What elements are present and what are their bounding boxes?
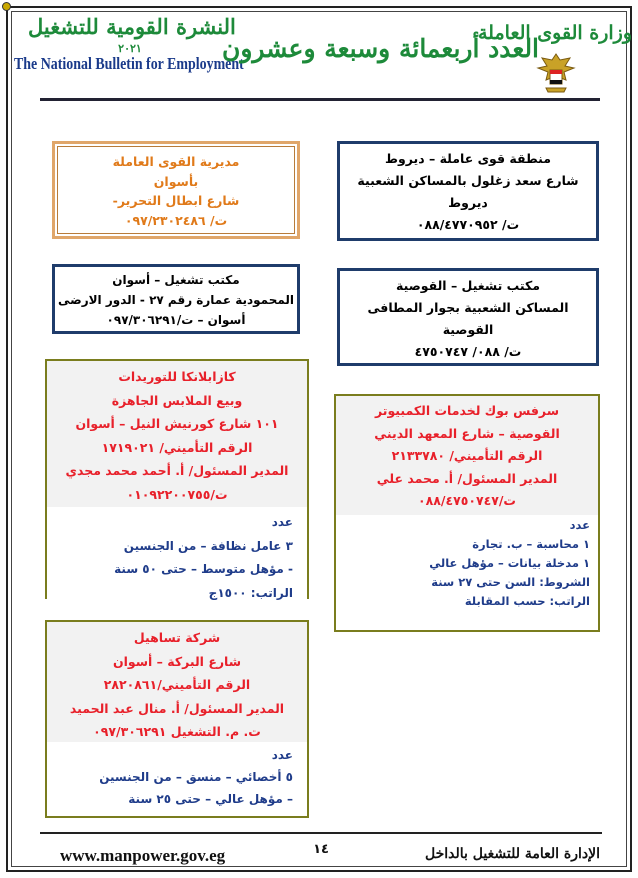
office-name: منطقة قوى عاملة – ديروط [384,151,552,166]
employer-manager: المدير المسئول/ أ. منال عبد الحميد [69,700,285,716]
employer-name: كازابلانكا للتوريدات [118,369,236,384]
employer-manager: المدير المسئول/ أ. محمد علي [376,470,558,486]
employer-name: سرفس بوك لخدمات الكمبيوتر [374,403,560,418]
issue-number: العدد أربعمائة وسبعة وعشرون [222,34,540,63]
job-card-casablanca [45,359,309,599]
office-phone: ت/ ٠٩٧/٢٣٠٢٤٨٦ [124,212,228,228]
eagle-emblem-icon [536,50,576,94]
office-city: ديروط [448,195,488,210]
employer-insurance-number: الرقم التأميني/٢٨٢٠٨٦١ [103,677,251,692]
website-link[interactable]: www.manpower.gov.eg [60,846,226,865]
employer-address: شارع البركة – أسوان [112,653,242,669]
ministry-name: وزارة القوى العاملة [478,22,633,44]
office-city: القوصية [442,322,494,337]
job-card-tasaheel [45,620,309,818]
office-box-aswan [52,264,300,334]
job-line: ١ مدخلة بيانات – مؤهل عالي [429,556,590,570]
bulletin-title-english: The National Bulletin for Employment [14,54,244,73]
employer-address: القوصية – شارع المعهد الديني [374,425,560,441]
bulletin-year: ٢٠٢١ [118,42,142,55]
count-header: عدد [271,748,293,762]
employer-activity: وبيع الملابس الجاهزة [111,392,243,408]
job-salary: الراتب: ١٥٠٠ج [208,585,293,600]
job-card-service-book [334,394,600,632]
employer-address: ١٠١ شارع كورنيش النيل – أسوان [75,416,279,431]
employer-info [47,622,307,742]
page-number: ١٤ [313,842,329,857]
office-box-qusiya [337,268,599,366]
office-phone: أسوان – ت/٠٩٧/٣٠٦٢٩١ [106,313,246,327]
office-city: بأسوان [153,173,199,189]
job-requirement: – مؤهل عالي – حتى ٢٥ سنة [128,792,293,806]
job-details [336,515,598,611]
office-address: شارع سعد زغلول بالمساكن الشعبية [357,173,579,188]
office-box-aswan-directorate [52,141,300,239]
office-box-dayrout [337,141,599,241]
bulletin-title-arabic: النشرة القومية للتشغيل [28,14,236,39]
employer-phone: ت/٠٨٨/٤٧٥٠٧٤٧ [418,493,516,508]
job-details [47,742,307,810]
office-name: مكتب تشغيل – أسوان [112,273,240,287]
footer-divider [40,832,602,834]
job-line: ٣ عامل نظافة – من الجنسين [123,538,293,553]
job-line: ١ محاسبة – ب. تجارة [472,537,590,551]
corner-dot-icon [2,2,11,11]
header-divider [40,98,600,101]
job-conditions: الشروط: السن حتى ٢٧ سنة [431,575,590,589]
job-requirement: - مؤهل متوسط – حتى ٥٠ سنة [114,562,293,576]
employer-info [47,361,307,507]
office-name: مكتب تشغيل – القوصية [396,278,540,293]
office-phone: ت/ ٠٨٨/ ٤٧٥٠٧٤٧ [414,344,522,359]
office-address: المساكن الشعبية بجوار المطافى [367,300,569,315]
department-name: الإدارة العامة للتشغيل بالداخل [424,846,600,862]
office-phone: ت/ ٠٨٨/٤٧٧٠٩٥٢ [416,217,520,232]
job-line: ٥ أخصائي – منسق – من الجنسين [99,770,293,784]
office-address: شارع ابطال التحرير- [112,193,240,208]
employer-phone: ت. م. التشغيل ٠٩٧/٣٠٦٢٩١ [93,724,261,739]
count-header: عدد [569,518,590,532]
employer-phone: ت/٠١٠٩٢٢٠٠٧٥٥ [126,486,228,502]
employer-info [336,396,598,515]
count-header: عدد [271,515,293,529]
employer-manager: المدير المسئول/ أ. أحمد محمد مجدي [65,463,289,478]
job-details [47,507,307,605]
office-name: مديرية القوى العاملة [112,154,240,169]
employer-insurance-number: الرقم التأميني/ ١٧١٩٠٢١ [101,439,253,455]
office-address: المحمودية عمارة رقم ٢٧ - الدور الارضى [57,293,295,307]
employer-name: شركة تساهيل [133,630,221,645]
employer-insurance-number: الرقم التأميني/ ٢١٣٣٧٨٠ [391,448,543,463]
job-salary: الراتب: حسب المقابلة [464,594,590,608]
